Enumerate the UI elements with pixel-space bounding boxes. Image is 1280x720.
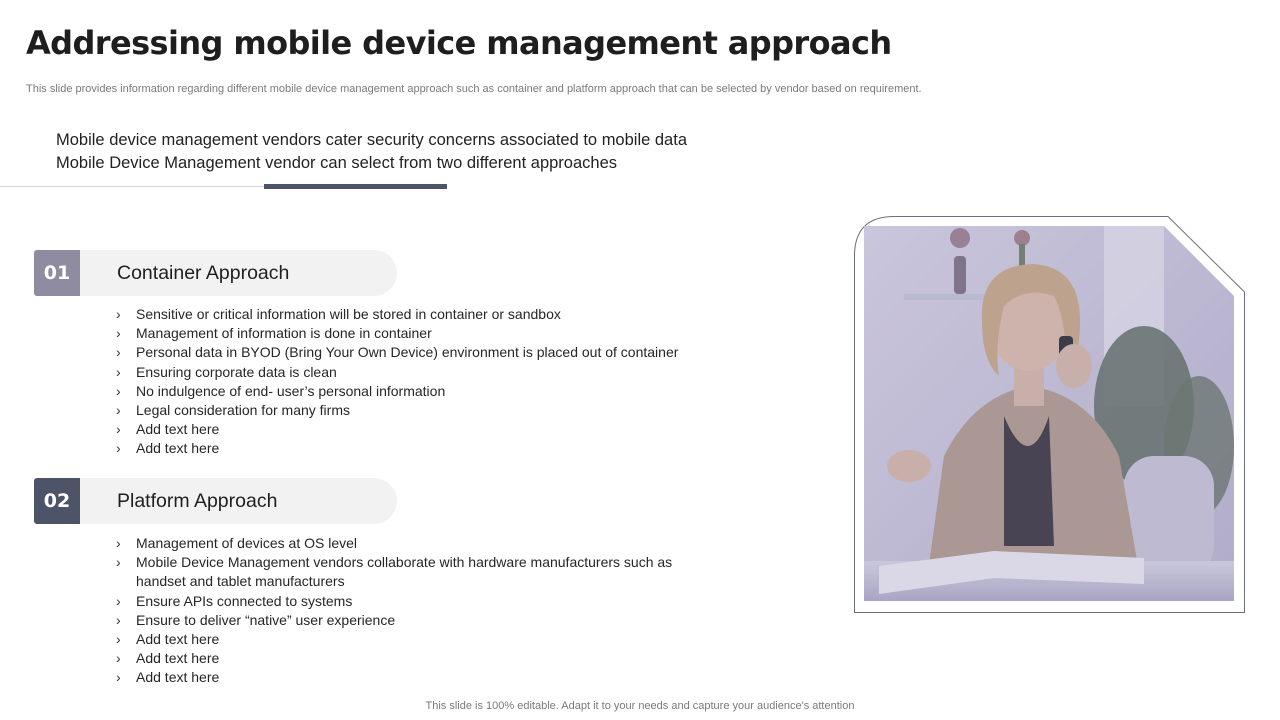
list-item: › Add text here	[116, 630, 716, 649]
section-header-platform-approach	[34, 478, 397, 524]
section-title: Platform Approach	[117, 490, 278, 512]
photo-frame	[854, 216, 1245, 613]
chevron-right-icon: ›	[116, 650, 121, 667]
chevron-right-icon: ›	[116, 402, 121, 419]
chevron-right-icon: ›	[116, 363, 121, 380]
intro-line-2: Mobile Device Management vendor can select from two different approaches	[56, 154, 617, 172]
list-item: › No indulgence of end- user’s personal information	[116, 382, 736, 401]
chevron-right-icon: ›	[116, 421, 121, 438]
section-header-container-approach	[34, 250, 397, 296]
list-item: › Add text here	[116, 439, 736, 458]
chevron-right-icon: ›	[116, 669, 121, 686]
chevron-right-icon: ›	[116, 554, 121, 571]
platform-approach-list	[116, 534, 716, 688]
intro-text	[56, 129, 687, 175]
section-title: Container Approach	[117, 262, 290, 284]
list-item: › Legal consideration for many firms	[116, 401, 736, 420]
chevron-right-icon: ›	[116, 631, 121, 648]
list-item: › Management of information is done in container	[116, 324, 736, 343]
list-item: › Mobile Device Management vendors collaborate with hardware manufacturers such as handset and tablet manufacturers	[116, 554, 673, 590]
list-item: › Sensitive or critical information will be stored in container or sandbox	[116, 305, 736, 324]
section-number-badge: 02	[34, 478, 80, 524]
list-item: › Add text here	[116, 649, 716, 668]
list-item: › Management of devices at OS level	[116, 534, 716, 553]
section-number-badge: 01	[34, 250, 80, 296]
slide-footer-note: This slide is 100% editable. Adapt it to your needs and capture your audience's attention	[425, 700, 855, 712]
list-item: › Ensure to deliver “native” user experience	[116, 611, 716, 630]
chevron-right-icon: ›	[116, 440, 121, 457]
list-item: › Ensuring corporate data is clean	[116, 363, 736, 382]
chevron-right-icon: ›	[116, 535, 121, 551]
chevron-right-icon: ›	[116, 611, 121, 628]
slide-subtitle: This slide provides information regarding different mobile device management approach such as container and platform approach that can be selected by vendor based on requirement.	[26, 83, 922, 95]
list-item: › Add text here	[116, 668, 716, 687]
list-item: › Ensure APIs connected to systems	[116, 592, 716, 611]
chevron-right-icon: ›	[116, 344, 121, 361]
divider-line	[0, 186, 264, 187]
container-approach-list	[116, 305, 736, 459]
slide-title: Addressing mobile device management approach	[26, 24, 892, 62]
chevron-right-icon: ›	[116, 306, 121, 322]
list-item: › Personal data in BYOD (Bring Your Own Device) environment is placed out of container	[116, 343, 736, 362]
chevron-right-icon: ›	[116, 382, 121, 399]
list-item: › Add text here	[116, 420, 736, 439]
chevron-right-icon: ›	[116, 325, 121, 342]
intro-line-1: Mobile device management vendors cater security concerns associated to mobile data	[56, 131, 687, 149]
businesswoman-on-phone-photo	[854, 216, 1245, 613]
divider-accent-bar	[264, 184, 447, 189]
chevron-right-icon: ›	[116, 592, 121, 609]
